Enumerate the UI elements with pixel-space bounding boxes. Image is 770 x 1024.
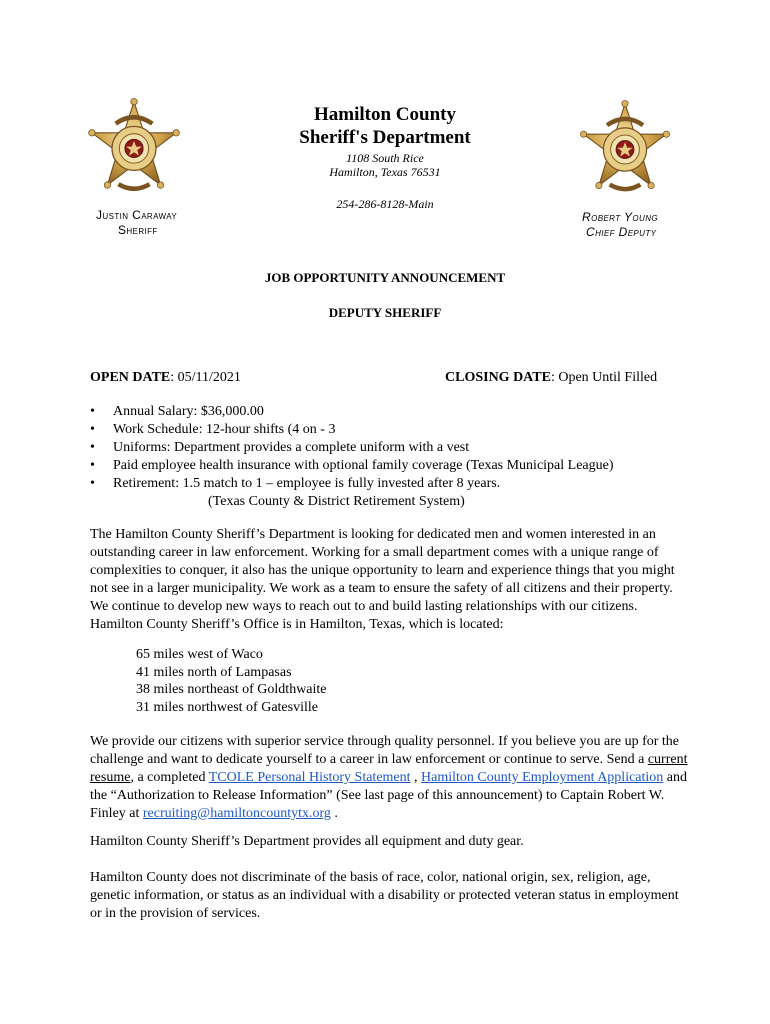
bullet-icon: • [90, 476, 95, 491]
list-item: • Paid employee health insurance with optional family coverage (Texas Municipal League) [90, 458, 614, 473]
chief-deputy-block [582, 210, 658, 240]
list-item: 31 miles northwest of Gatesville [136, 699, 318, 715]
sheriff-title: Sheriff [118, 223, 158, 237]
address-line1: 1108 South Rice [346, 151, 424, 165]
closing-date-value: : Open Until Filled [550, 370, 658, 385]
sheriff-name: Justin Caraway [96, 208, 178, 222]
list-item: • Work Schedule: 12-hour shifts (4 on - 3 [90, 422, 336, 437]
open-date [90, 370, 241, 386]
retirement-system: (Texas County & District Retirement System) [208, 494, 465, 509]
list-item: • Uniforms: Department provides a complete uniform with a vest [90, 440, 470, 455]
office-name-line2: Sheriff's Department [299, 127, 471, 148]
bullet-icon: • [90, 404, 95, 419]
apply-paragraph: We provide our citizens with superior service through quality personnel. If you believe you are up for the challenge and want to dedicate yourself to a career in law enforcement or continue to serve. Send a current resume, a completed TCOLE Personal History Statement , Hamilton County Employment Application and the “Authorization to Release Information” (See last page of this announcement) to Captain Robert W. Finley at recruiting@hamiltoncountytx.org . [90, 734, 688, 821]
benefits-list [90, 403, 614, 511]
sheriff-star-badge-icon [88, 98, 180, 208]
bullet-icon: • [90, 422, 95, 437]
tcole-history-link[interactable]: TCOLE Personal History Statement [208, 770, 411, 785]
current-resume-text: current resume [90, 752, 688, 785]
open-date-value: : 05/11/2021 [170, 370, 241, 385]
distances-list [136, 646, 327, 716]
employment-application-link[interactable]: Hamilton County Employment Application [421, 770, 664, 785]
list-item: • Annual Salary: $36,000.00 [90, 404, 264, 419]
list-item: 38 miles northeast of Goldthwaite [136, 682, 327, 697]
list-item: 65 miles west of Waco [136, 647, 263, 662]
bullet-icon: • [90, 458, 95, 473]
closing-date-label: CLOSING DATE [445, 370, 551, 385]
chief-deputy-title: Chief Deputy [586, 225, 657, 239]
office-name-line1: Hamilton County [314, 104, 456, 125]
closing-date [445, 370, 657, 386]
recruiting-email-link[interactable]: recruiting@hamiltoncountytx.org [142, 806, 331, 821]
sheriff-block [96, 208, 177, 238]
nondiscrimination-paragraph: Hamilton County does not discriminate of the basis of race, color, national origin, sex, religion, age, genetic information, or status as an individual with a disability or protected veteran status in employment or in the provision of services. [90, 870, 679, 921]
intro-paragraph: The Hamilton County Sheriff’s Department is looking for dedicated men and women interested in an outstanding career in law enforcement. Working for a small department comes with a unique range of complexities to conquer, it also has the unique opportunity to learn and experience things that you might not see in a larger municipality. We work as a team to ensure the safety of all citizens and their property. We continue to develop new ways to reach out to and build lasting relationships with our citizens. Hamilton County Sheriff’s Office is in Hamilton, Texas, which is located: [90, 527, 675, 632]
open-date-label: OPEN DATE [90, 370, 171, 385]
sheriff-star-badge-icon [578, 100, 672, 208]
bullet-icon: • [90, 440, 95, 455]
equipment-paragraph: Hamilton County Sheriff’s Department provides all equipment and duty gear. [90, 834, 524, 849]
list-item: • Retirement: 1.5 match to 1 – employee is fully invested after 8 years. (Texas County & District Retirement System) [90, 475, 614, 511]
address-line2: Hamilton, Texas 76531 [329, 165, 441, 179]
office-phone: 254-286-8128-Main [336, 197, 434, 211]
announcement-heading: JOB OPPORTUNITY ANNOUNCEMENT [264, 270, 506, 285]
position-heading: DEPUTY SHERIFF [328, 305, 442, 320]
chief-deputy-name: Robert Young [582, 210, 659, 224]
list-item: 41 miles north of Lampasas [136, 664, 292, 680]
